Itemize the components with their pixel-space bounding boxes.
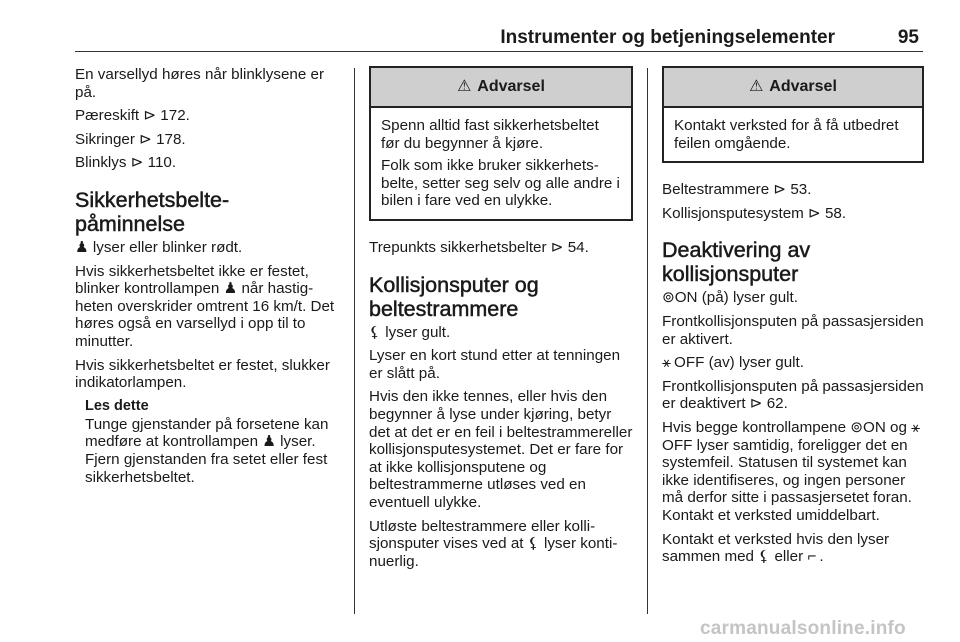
text: lyser kontinuerlig. (369, 535, 618, 570)
turn-signal-ref: Blinklys ⊳ 110. (75, 154, 177, 172)
airbag-off-icon: ⚹ (662, 354, 672, 372)
seatbelt-icon: ♟ (262, 433, 276, 451)
column-divider-1 (354, 68, 355, 614)
text: lyser. Fjern gjenstanden fra setet eller fest sikkerhetsbeltet. (85, 433, 328, 486)
section-heading-airbag-deactivation (662, 238, 924, 286)
warning-text: Folk som ikke bruker sikkerhetsbelte, setter seg selv og alle andre i bilen i fare ved en ulykke. (381, 157, 620, 210)
seatbelt-icon: ♟ (75, 238, 89, 256)
text: OFF (av) lyser gult. (674, 354, 804, 372)
paragraph (662, 531, 924, 566)
heading-line: beltestrammere (369, 296, 519, 321)
text: ON (på) lyser gult. (674, 289, 798, 307)
seatbelts-ref: Trepunkts sikkerhetsbelter ⊳ 54. (369, 238, 589, 256)
text: eller (774, 548, 804, 566)
warning-header (371, 68, 631, 108)
paragraph (369, 518, 633, 571)
warning-text: Kontakt verksted for å få utbedret feilen omgående. (674, 117, 899, 152)
section-heading-seatbelt-reminder (75, 188, 339, 236)
page-header (75, 27, 923, 49)
warning-box (662, 66, 924, 163)
airbag-off-icon: ⚹ (911, 418, 921, 436)
warning-icon: ⚠ (457, 78, 472, 95)
paragraph (369, 324, 633, 342)
watermark: carmanualsonline.info (700, 618, 906, 639)
warning-body (664, 108, 922, 161)
page-number: 95 (897, 27, 919, 48)
warning-title: Advarsel (769, 78, 837, 95)
airbag-icon: ⚸ (369, 323, 381, 341)
text: Utløste beltestrammere eller kollisjonsputer vises ved at (369, 517, 596, 553)
text: OFF lyser samtidig, foreligger det en systemfeil. Statusen til systemet kan ikke identifiseres, og ingen personer må derfor sitte i passasjersetet foran. Kontakt et verksted umiddelbart. (662, 436, 912, 524)
paragraph: Frontkollisjonsputen på passasjersiden er deaktivert ⊳ 62. (662, 377, 924, 413)
text: Kontakt et verksted hvis den lyser sammen med (662, 530, 890, 566)
heading-line: Sikkerhetsbelte- (75, 187, 230, 212)
page-title: Instrumenter og betjeningselementer (500, 27, 835, 48)
paragraph: Lyser en kort stund etter at tenningen er slått på. (369, 347, 621, 382)
note-label: Les dette (85, 397, 149, 414)
column-3 (662, 66, 924, 572)
heading-line: Kollisjonsputer og (369, 272, 539, 297)
warning-header (664, 68, 922, 108)
fuses-ref: Sikringer ⊳ 178. (75, 130, 186, 148)
warning-box (369, 66, 633, 221)
text: ON og (863, 418, 907, 436)
airbag-on-icon: ⊚ (850, 418, 864, 436)
text: . (819, 548, 824, 566)
airbag-on-icon: ⊚ (662, 289, 675, 307)
airbag-system-ref: Kollisjonsputesystem ⊳ 58. (662, 204, 847, 222)
text: lyser gult. (385, 323, 451, 341)
heading-line: Deaktivering av (662, 238, 811, 263)
airbag-icon: ⚸ (527, 535, 539, 553)
warning-text: Spenn alltid fast sikkerhetsbeltet før du begynner å kjøre. (381, 117, 599, 152)
header-divider (75, 51, 923, 52)
belt-pretensioners-ref: Beltestrammere ⊳ 53. (662, 181, 812, 199)
paragraph: Hvis sikkerhetsbeltet er festet, slukker indikatorlampen. (75, 356, 330, 392)
column-1 (75, 66, 339, 492)
note-text (85, 416, 339, 486)
warning-title: Advarsel (477, 78, 545, 95)
heading-line: påminnelse (75, 211, 185, 236)
bulb-replacement-ref: Pæreskift ⊳ 172. (75, 107, 190, 125)
section-heading-airbags-pretensioners (369, 273, 633, 321)
paragraph (75, 239, 339, 257)
warning-icon: ⚠ (749, 78, 764, 95)
note-box (85, 398, 339, 486)
airbag-icon: ⚸ (758, 548, 770, 566)
text: når hastigheten overskrider omtrent 16 km/t. Det høres også en varsellyd i opp til to minutter. (75, 280, 335, 350)
crash-icon: ⌐ (807, 548, 817, 566)
warning-body (371, 108, 631, 219)
paragraph: En varsellyd høres når blinklysene er på. (75, 66, 325, 101)
heading-line: kollisjonsputer (662, 262, 799, 287)
paragraph (662, 354, 924, 372)
paragraph (75, 263, 339, 351)
paragraph: Frontkollisjonsputen på passasjersiden er aktivert. (662, 312, 924, 348)
paragraph: Hvis den ikke tennes, eller hvis den begynner å lyse under kjøring, betyr det at det er en feil i beltestrammereller kollisjonsputesystemet. Det er fare for at ikke kollisjonsputene og beltestrammerne utløses ved en eventuell ulykke. (369, 388, 633, 511)
column-2 (369, 66, 633, 576)
seatbelt-icon: ♟ (223, 280, 238, 298)
text: Hvis begge kontrollampene (662, 418, 847, 436)
text: Hvis sikkerhetsbeltet ikke er festet, blinker kontrollampen (75, 262, 309, 298)
column-divider-2 (647, 68, 648, 614)
text: lyser eller blinker rødt. (92, 238, 243, 256)
paragraph (662, 419, 924, 525)
paragraph (662, 289, 924, 307)
text: Tunge gjenstander på forsetene kan medføre at kontrollampen (85, 415, 329, 451)
